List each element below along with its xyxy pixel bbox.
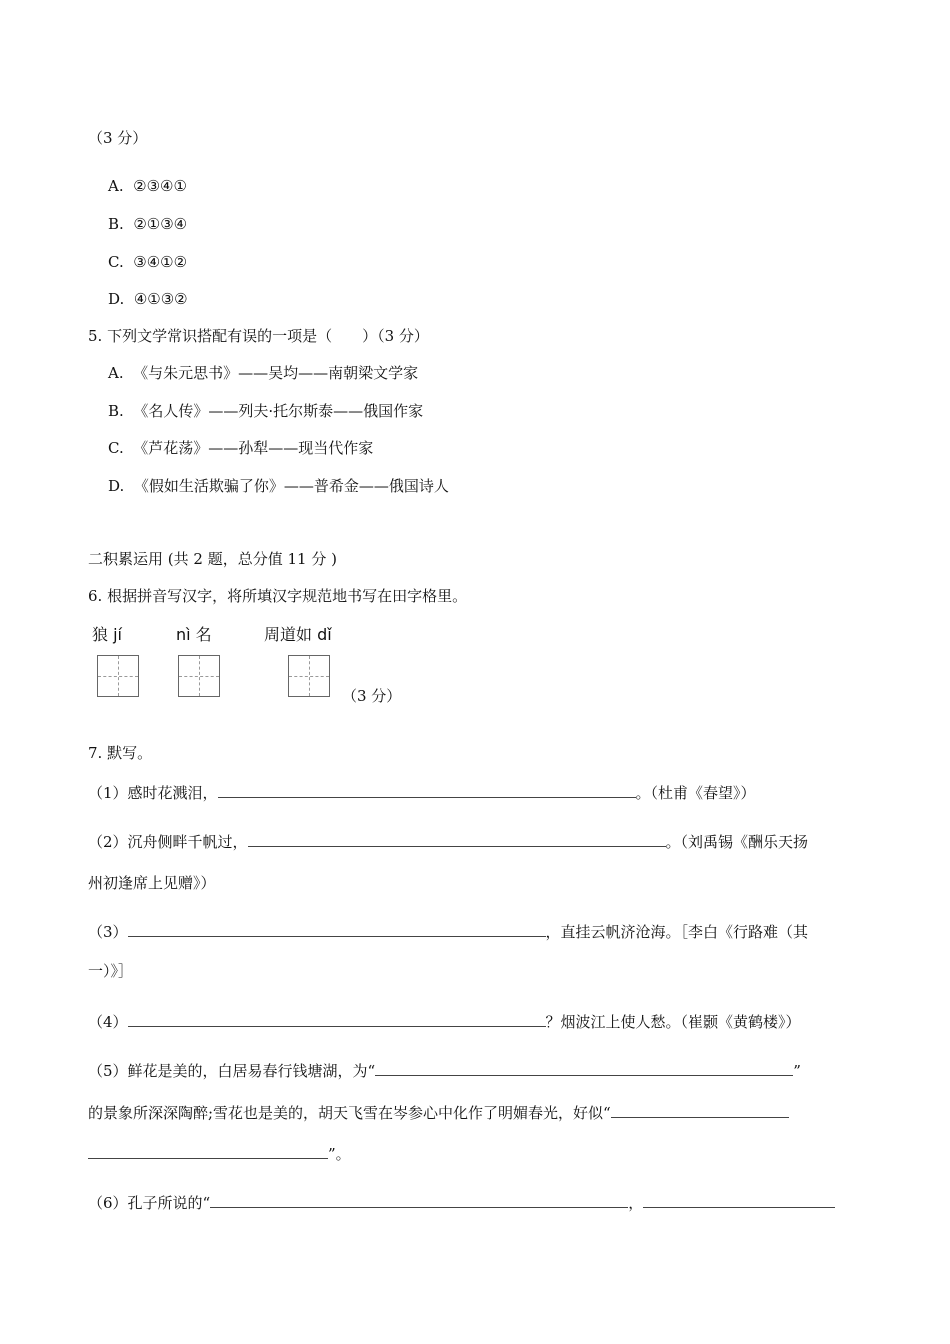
q7-line-6 xyxy=(88,1191,835,1213)
answer-blank[interactable] xyxy=(128,1010,546,1027)
q7-line-2-cont: 州初逢席上见赠》） xyxy=(88,874,216,892)
answer-blank[interactable] xyxy=(218,781,636,798)
line-suffix: 。（刘禹锡《酬乐天扬 xyxy=(665,833,809,851)
option-text: ④①③② xyxy=(133,290,188,308)
line-prefix: （6）孔子所说的“ xyxy=(88,1194,211,1212)
q5-option-d[interactable] xyxy=(108,476,449,496)
q5-stem: 5. 下列文学常识搭配有误的一项是（ ）（3 分） xyxy=(88,327,429,345)
answer-blank[interactable] xyxy=(210,1191,628,1208)
option-letter: D. xyxy=(108,290,125,308)
q6-stem: 6. 根据拼音写汉字，将所填汉字规范地书写在田字格里。 xyxy=(88,587,468,605)
line-suffix: ”。 xyxy=(328,1145,351,1163)
option-text: 《与朱元思书》——吴均——南朝梁文学家 xyxy=(133,364,419,382)
q7-line-3-cont: 一）》］ xyxy=(88,962,134,980)
line-suffix: ？烟波江上使人愁。（崔颢《黄鹤楼》） xyxy=(545,1013,801,1031)
pinyin-item-2: nì 名 xyxy=(176,625,212,644)
tianzige-box-2[interactable] xyxy=(178,655,220,697)
q5-option-a[interactable] xyxy=(108,363,418,383)
q7-line-3 xyxy=(88,920,808,942)
q7-line-5 xyxy=(88,1059,801,1081)
tianzige-box-1[interactable] xyxy=(97,655,139,697)
option-text: ②③④① xyxy=(133,177,187,195)
q7-line-4 xyxy=(88,1010,801,1032)
line-separator: ， xyxy=(628,1194,644,1212)
pinyin-item-3: 周道如 dǐ xyxy=(264,625,332,644)
line-prefix: （4） xyxy=(88,1013,128,1031)
section-heading: 二积累运用 (共 2 题，总分值 11 分 ) xyxy=(88,550,337,568)
line-prefix: （3） xyxy=(88,923,128,941)
pinyin-item-1: 狼 jí xyxy=(92,625,122,644)
q4-option-b[interactable] xyxy=(108,214,187,234)
q4-score: （3 分） xyxy=(88,129,148,147)
line-suffix: ” xyxy=(793,1062,801,1080)
q6-score: （3 分） xyxy=(342,687,402,705)
q7-line-5-end xyxy=(88,1142,351,1164)
option-letter: D. xyxy=(108,477,125,495)
option-letter: B. xyxy=(108,402,124,420)
option-letter: C. xyxy=(108,439,124,457)
q5-option-b[interactable] xyxy=(108,401,423,421)
answer-blank[interactable] xyxy=(128,920,546,937)
q7-line-2 xyxy=(88,830,808,852)
line-prefix: （2）沉舟侧畔千帆过， xyxy=(88,833,248,851)
tianzige-box-3[interactable] xyxy=(288,655,330,697)
answer-blank[interactable] xyxy=(248,830,666,847)
answer-blank[interactable] xyxy=(643,1191,835,1208)
line-prefix: （5）鲜花是美的，白居易春行钱塘湖，为“ xyxy=(88,1062,376,1080)
option-letter: B. xyxy=(108,215,124,233)
line-suffix: 。（杜甫《春望》） xyxy=(635,784,756,802)
q5-option-c[interactable] xyxy=(108,438,373,458)
q4-option-c[interactable] xyxy=(108,252,187,272)
line-prefix: （1）感时花溅泪， xyxy=(88,784,218,802)
line-suffix: ，直挂云帆济沧海。［李白《行路难（其 xyxy=(545,923,809,941)
q7-stem: 7. 默写。 xyxy=(88,744,153,762)
option-text: 《假如生活欺骗了你》——普希金——俄国诗人 xyxy=(133,477,449,495)
option-text: 《芦花荡》——孙犁——现当代作家 xyxy=(133,439,374,457)
option-letter: A. xyxy=(108,364,124,382)
option-text: 《名人传》——列夫·托尔斯泰——俄国作家 xyxy=(133,402,424,420)
q4-option-d[interactable] xyxy=(108,289,188,309)
q4-option-a[interactable] xyxy=(108,176,187,196)
q7-line-5-cont xyxy=(88,1101,789,1123)
option-letter: A. xyxy=(108,177,124,195)
option-text: ③④①② xyxy=(133,253,188,271)
answer-blank[interactable] xyxy=(375,1059,793,1076)
line-text: 的景象所深深陶醉;雪花也是美的，胡天飞雪在岑参心中化作了明媚春光，好似“ xyxy=(88,1104,611,1122)
answer-blank[interactable] xyxy=(88,1142,328,1159)
q7-line-1 xyxy=(88,781,756,803)
answer-blank[interactable] xyxy=(611,1101,789,1118)
option-text: ②①③④ xyxy=(133,215,188,233)
option-letter: C. xyxy=(108,253,124,271)
